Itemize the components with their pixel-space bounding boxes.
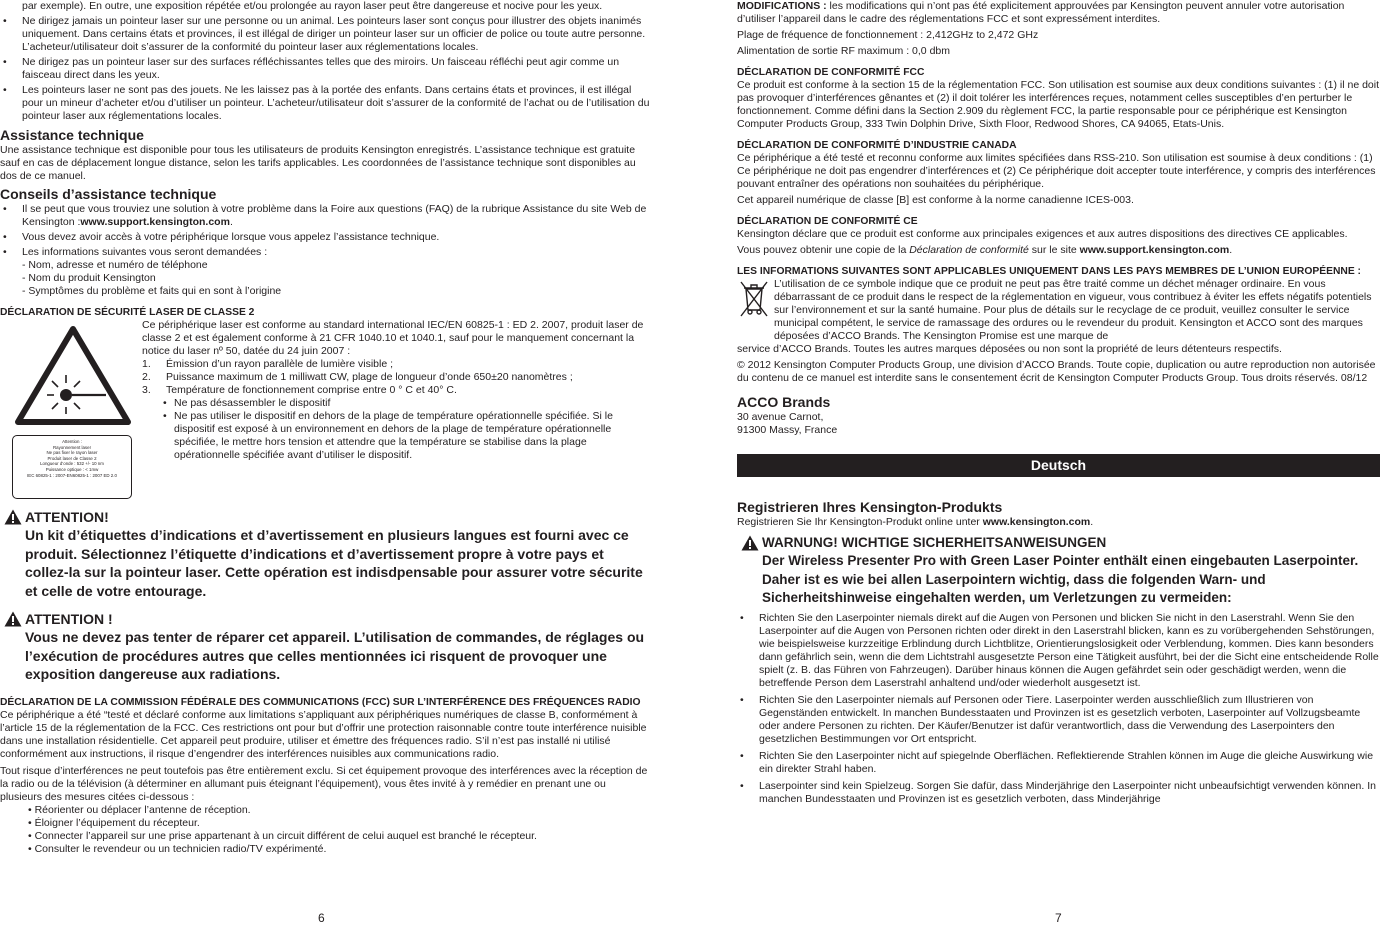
attention-block-1 (0, 508, 650, 600)
rf-output: Alimentation de sortie RF maximum : 0,0 dbm (737, 45, 950, 57)
acco-address: 91300 Massy, France (737, 424, 838, 436)
weee-bin-icon (739, 280, 769, 318)
laser-images (0, 319, 142, 499)
register-text: Registrieren Sie Ihr Kensington-Produkt online unter www.kensington.com. (737, 516, 1094, 528)
kensington-link[interactable]: www.kensington.com (982, 516, 1091, 528)
language-band: Deutsch (737, 454, 1380, 477)
laser-subitem: • Ne pas utiliser le dispositif en dehors de la plage de température opérationnelle spécifiée. Si le dispositif est exposé à un environnement en dehors de la plage de température opérationnelle spécifiée, le mettre hors tension et attendre que la température se stabilise dans la plage opérationnelle spécifiée avant d’utiliser le dispositif. (142, 410, 650, 462)
ic-text: Cet appareil numérique de classe [B] est conforme à la norme canadienne ICES-003. (737, 194, 1134, 206)
page-number: 6 (318, 911, 325, 925)
tip-item: • Les informations suivantes vous seront demandées : (0, 246, 650, 259)
fcc-conformity-heading: DÉCLARATION DE CONFORMITÉ FCC (737, 67, 925, 78)
de-safety-bullet: • Richten Sie den Laserpointer nicht auf spiegelnde Oberflächen. Reflektierende Strahlen können im Auge die gleiche Auswirkung wie ein direkter Strahl haben. (737, 750, 1380, 776)
intro-continuation: par exemple). En outre, une exposition répétée et/ou prolongée au rayon laser peut être dangereuse et nocive pour les yeux. (22, 0, 603, 12)
laser-section (0, 319, 650, 499)
page-number: 7 (1055, 911, 1062, 925)
fcc-heading: DÉCLARATION DE LA COMMISSION FÉDÉRALE DES COMMUNICATIONS (FCC) SUR L’INTERFÉRENCE DES FRÉQUENCES RADIO (0, 696, 641, 708)
ce-text: Kensington déclare que ce produit est conforme aux principales exigences et aux autres dispositions des directives CE applicables. (737, 228, 1348, 240)
frequency-range: Plage de fréquence de fonctionnement : 2,412GHz to 2,472 GHz (737, 29, 1039, 41)
fcc-measure: • Consulter le revendeur ou un technicien radio/TV expérimenté. (28, 842, 327, 855)
eu-section (737, 278, 1380, 343)
support-heading: Assistance technique (0, 127, 144, 143)
laser-item: 3. Température de fonctionnement comprise entre 0 ° C et 40° C. (142, 384, 457, 396)
ic-text: Ce périphérique a été testé et reconnu conforme aux limites spécifiées dans RSS-210. Son utilisation est soumise à deux conditions : (1) Ce périphérique ne doit pas engendrer d’interférences et (2) Ce périphérique doit accepter toute interférence, y compris des interférences pouvant entraîner des opérations non souhaitées du périphérique. (737, 152, 1376, 190)
warning-triangle-icon (4, 509, 22, 525)
warning-triangle-icon (741, 535, 759, 551)
attention-title: ATTENTION ! (25, 611, 113, 627)
modifications-text: MODIFICATIONS : les modifications qui n’ont pas été explicitement approuvées par Kensington peuvent annuler votre autorisation d’utiliser l’appareil dans le cadre des réglementations FCC et sont expressément interdites. (737, 0, 1345, 25)
laser-item: 2. Puissance maximum de 1 milliwatt CW, plage de longueur d’onde 650±20 nanomètres ; (142, 371, 573, 383)
page-left (0, 0, 650, 928)
ic-heading: DÉCLARATION DE CONFORMITÉ D’INDUSTRIE CANADA (737, 140, 1017, 151)
tip-item: • Vous devez avoir accès à votre périphérique lorsque vous appelez l’assistance technique. (0, 231, 650, 244)
eu-text-continuation: service d’ACCO Brands. Toutes les autres marques déposées ou non sont la propriété de leurs détenteurs respectifs. (737, 343, 1282, 355)
fcc-measure: • Réorienter ou déplacer l’antenne de réception. (28, 803, 251, 816)
de-safety-bullet: • Richten Sie den Laserpointer niemals auf Personen oder Tiere. Laserpointer werden ausschließlich zum Illustrieren von Gegenständen entwickelt. In manchen Bundesstaaten und Provinzen ist es gesetzlich verboten, Laserpointer auf Vollzugsbeamte oder andere Personen zu richten. Der Käufer/Benutzer ist dafür verantwortlich, dass die Verwendung des Laserpointers den gesetzlichen Bestimmungen vor Ort entspricht. (737, 694, 1380, 746)
fcc-paragraph: Ce périphérique a été “testé et déclaré conforme aux limitations s’appliquant aux périphériques numériques de classe B, conformément à l’article 15 de la réglementation de la FCC. Ces restrictions ont pour but d’offrir une protection raisonnable contre toute interférence nuisible dans une installation résidentielle. Cet appareil peut produire, utiliser et émettre des fréquences radio. S’il n’est pas installé ni utilisé conformément aux instructions, il risque d’engendrer des interférences nuisibles aux communications radio. (0, 708, 647, 760)
page-right (737, 0, 1380, 928)
fcc-conformity-text: Ce produit est conforme à la section 15 de la réglementation FCC. Son utilisation est soumise aux deux conditions suivantes : (1) il ne doit pas provoquer d’interférences gênantes et (2) il doit tolérer les interférences reçues, notamment celles susceptibles d’en perturber le fonctionnement. Comme défini dans la Section 2.909 du règlement FCC, la partie responsable pour ce périphérique est Kensington Computer Products Group, 333 Twin Dolphin Drive, Sixth Floor, Redwood Shores, CA 94065, Etats-Unis. (737, 79, 1380, 130)
ce-heading: DÉCLARATION DE CONFORMITÉ CE (737, 216, 918, 227)
attention-block-2 (0, 610, 650, 684)
safety-bullet: • Les pointeurs laser ne sont pas des jouets. Ne les laissez pas à la portée des enfants. Dans certains états et provinces, il est illégal pour un mineur d’acheter et/ou d’utiliser un pointeur. L’acheteur/utilisateur doit s’assurer de la conformité de l’achat ou de l’utilisation du pointeur laser aux réglementations locales. (0, 84, 650, 123)
tip-subitem: - Symptômes du problème et faits qui en sont à l’origine (22, 285, 282, 297)
attention-text: Un kit d’étiquettes d’indications et d’avertissement en plusieurs langues est fourni avec ce produit. Sélectionnez l’étiquette d’indications et d’avertissement propre à votre pays et collez-la sur la pointeur laser. Cette opération est indisdpensable pour assurer votre sécurite et celle de votre entourage. (25, 527, 643, 599)
safety-bullet: • Ne dirigez jamais un pointeur laser sur une personne ou un animal. Les pointeurs laser sont conçus pour illustrer des objets inanimés uniquement. Dans certains états et provinces, il est illégal de diriger un pointeur laser sur un officier de police ou toute autre personne. L’acheteur/utilisateur doit s’assurer de la conformité du pointeur laser aux réglementations locales. (0, 15, 650, 54)
support-link[interactable]: www.support.kensington.com (1079, 244, 1230, 256)
copyright: © 2012 Kensington Computer Products Group, une division d’ACCO Brands. Toute copie, duplication ou autre reproduction non autorisée du contenu de ce manuel est interdite sans le consentement écrit de Kensington Computer Products Group. Tous droits réservés. 08/12 (737, 359, 1376, 384)
laser-label-sticker: Attention : Rayonnement laser Ne pas fixer le rayon laser Produit laser de Classe 2 Longueur d’onde : 532 +/- 10 nm Puissance optique : < 1mw IEC 60825-1 : 2007-EN60825-1 : 2007 ED 2.0 (12, 435, 132, 499)
laser-item: 1. Émission d’un rayon parallèle de lumière visible ; (142, 358, 394, 370)
laser-intro: Ce périphérique laser est conforme au standard international IEC/EN 60825-1 : ED 2. 2007, produit laser de classe 2 et est également conforme à 21 CFR 1040.10 et 1040.1, sauf pour le manquement concernant la notice du laser nº 50, datée du 24 juin 2007 : (142, 319, 644, 357)
safety-list (0, 15, 650, 123)
laser-heading: DÉCLARATION DE SÉCURITÉ LASER DE CLASSE 2 (0, 307, 255, 318)
acco-heading: ACCO Brands (737, 394, 831, 410)
tip-item: • Il se peut que vous trouviez une solution à votre problème dans la Foire aux questions (FAQ) de la rubrique Assistance du site Web de Kensington :www.support.kensington.com. (0, 203, 650, 229)
tip-subitem: - Nom du produit Kensington (22, 272, 156, 284)
fcc-paragraph: Tout risque d’interférences ne peut toutefois pas être entièrement exclu. Si cet équipement provoque des interférences avec la réception de la radio ou de la télévision (à déterminer en allumant puis éteignant l’équipement), vous êtes invité à y remédier en prenant une ou plusieurs des mesures citées ci-dessous : (0, 764, 648, 803)
warning-text: Der Wireless Presenter Pro with Green Laser Pointer enthält einen eingebauten Laserpointer. Daher ist es wie bei allen Laserpointern wichtig, dass die folgenden Warn- und Sicherheitshinweise eingehalten werden, um Verletzungen zu vermeiden: (762, 553, 1359, 605)
fcc-measure: • Connecter l’appareil sur une prise appartenant à un circuit différent de celui auquel est branché le récepteur. (28, 829, 537, 842)
register-heading: Registrieren Ihres Kensington-Produkts (737, 499, 1003, 515)
de-safety-bullet: • Laserpointer sind kein Spielzeug. Sorgen Sie dafür, dass Minderjährige den Laserpointer nicht unbeaufsichtigt verwenden können. In manchen Bundesstaaten und Provinzen ist es gesetzlich verboten, dass Minderjährige (737, 780, 1380, 806)
acco-address: 30 avenue Carnot, (737, 411, 824, 423)
laser-text (142, 319, 650, 499)
laser-warning-icon (14, 325, 132, 426)
attention-text: Vous ne devez pas tenter de réparer cet appareil. L’utilisation de commandes, de réglages ou l’exécution de procédures autres que celles mentionnées ici risquent de provoquer une exposition dangereuse aux radiations. (25, 629, 645, 682)
fcc-measure: • Éloigner l’équipement du récepteur. (28, 816, 200, 829)
warning-block (737, 534, 1380, 608)
warning-triangle-icon (4, 611, 22, 627)
attention-title: ATTENTION! (25, 509, 109, 525)
eu-heading: LES INFORMATIONS SUIVANTES SONT APPLICABLES UNIQUEMENT DANS LES PAYS MEMBRES DE L’UNION EUROPÉENNE : (737, 266, 1361, 277)
laser-subitem: • Ne pas désassembler le dispositif (142, 397, 650, 410)
warning-title: WARNUNG! WICHTIGE SICHERHEITSANWEISUNGEN (762, 535, 1107, 550)
support-text: Une assistance technique est disponible pour tous les utilisateurs de produits Kensington enregistrés. L’assistance technique est gratuite sauf en cas de déplacement longue distance, selon les tarifs applicables. Les coordonnées de l’assistance technique sont disponibles au dos de ce manuel. (0, 144, 636, 182)
support-link[interactable]: www.support.kensington.com (80, 216, 230, 228)
tip-subitem: - Nom, adresse et numéro de téléphone (22, 259, 208, 271)
ce-text: Vous pouvez obtenir une copie de la Déclaration de conformité sur le site www.support.kensington.com. (737, 244, 1233, 256)
safety-bullet: • Ne dirigez pas un pointeur laser sur des surfaces réfléchissantes telles que des miroirs. Un faisceau réfléchi peut agir comme un faisceau direct dans les yeux. (0, 56, 650, 82)
eu-text: L’utilisation de ce symbole indique que ce produit ne peut pas être traité comme un déchet ménager ordinaire. En vous débarrassant de ce produit dans le respect de la réglementation en vigueur, vous contribuez à éviter les effets négatifs potentiels sur l’environnement et sur la santé humaine. Pour plus de détails sur le recyclage de ce produit, veuillez consulter le service municipal compétent, le service de ramassage des ordures ou le revendeur du produit. Kensington et ACCO sont des marques déposées d’ACCO Brands. The Kensington Promise est une marque de (774, 278, 1372, 342)
de-safety-bullet: • Richten Sie den Laserpointer niemals direkt auf die Augen von Personen und blicken Sie nicht in den Laserstrahl. Wenn Sie den Laserpointer auf die Augen von Personen richten oder direkt in den Laserstrahl blicken, kann es zu vorübergehenden Sehstörungen, wie beispielsweise kurzzeitige Erblindung durch Lichtblitze, Orientierungslosigkeit oder Verblendung, kommen. Dies kann besonders dann gefährlich sein, wenn die dem Lichtstrahl ausgesetzte Person eine Tätigkeit ausführt, bei der die Sicht eine entscheidende Rolle spielt (z. B. das Führen von Fahrzeugen). Darüber hinaus können die Augen gefährdet sein oder geschädigt werden, wenn die betreffende Person dem Laserstrahl anhaltend und/oder wiederholt ausgesetzt ist. (737, 612, 1380, 690)
tips-heading: Conseils d’assistance technique (0, 186, 217, 202)
